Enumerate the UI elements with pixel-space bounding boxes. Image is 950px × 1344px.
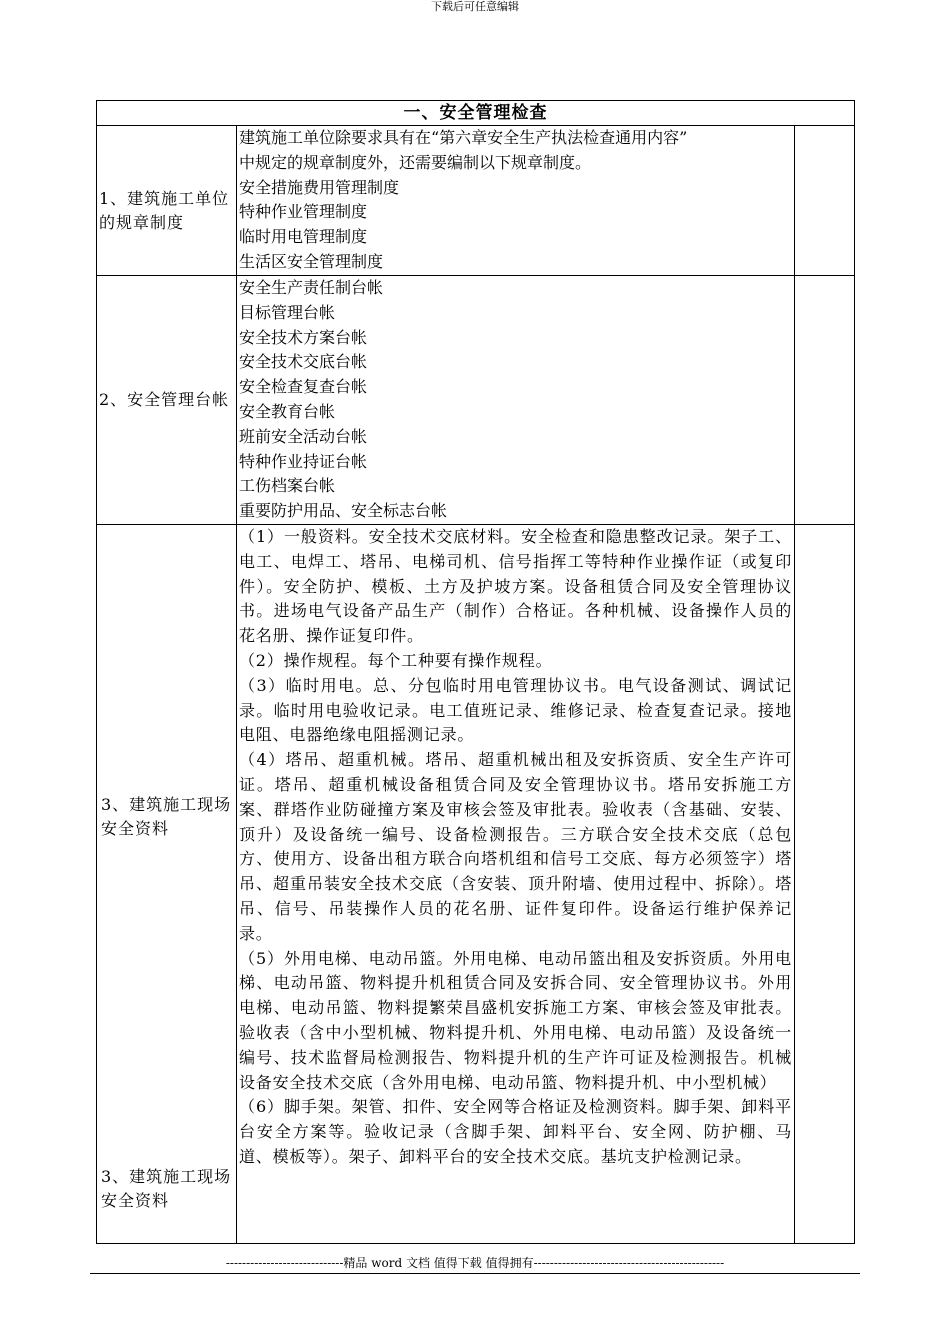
page-footer: -----------------------------精品 word 文档 值得下载 值得拥有-----------------------------------------------	[225, 1256, 725, 1270]
table-row	[97, 524, 855, 1243]
remarks-cell	[795, 276, 855, 525]
content-paragraph: （3）临时用电。总、分包临时用电管理协议书。电气设备测试、调试记录。临时用电验收记录。电工值班记录、维修记录、检查复查记录。接地电阻、电器绝缘电阻摇测记录。	[239, 675, 792, 745]
content-line: 安全生产责任制台帐	[239, 278, 384, 297]
remarks-cell	[795, 126, 855, 276]
table-row	[97, 126, 855, 276]
content-line: 安全教育台帐	[239, 401, 336, 421]
content-line: 临时用电管理制度	[239, 227, 368, 247]
content-line: 特种作业管理制度	[239, 202, 368, 222]
row-content	[237, 524, 795, 1243]
content-paragraph: （5）外用电梯、电动吊篮。外用电梯、电动吊篮出租及安拆资质。外用电梯、电动吊篮、物料提升机租赁合同及安拆合同、安全管理协议书。外用电梯、电动吊篮、物料提繁荣昌盛机安拆施工方案、审核会签及审批表。验收表（含中小型机械、物料提升机、外用电梯、电动吊篮）及设备统一编号、技术监督局检测报告、物料提升机的生产许可证及检测报告。机械设备安全技术交底（含外用电梯、电动吊篮、物料提升机、中小型机械）	[239, 948, 792, 1092]
row-content	[237, 276, 795, 525]
section-title: 一、安全管理检查	[97, 101, 855, 126]
content-line: 生活区安全管理制度	[239, 251, 384, 271]
row-content	[237, 126, 795, 276]
content-line: 安全措施费用管理制度	[239, 177, 400, 197]
safety-check-table	[96, 100, 855, 1244]
footer-divider	[90, 1273, 860, 1274]
content-line: 目标管理台帐	[239, 302, 336, 322]
content-line: 特种作业持证台帐	[239, 451, 368, 471]
content-paragraph: （6）脚手架。架管、扣件、安全网等合格证及检测资料。脚手架、卸料平台安全方案等。验收记录（含脚手架、卸料平台、安全网、防护棚、马道、模板等）。架子、卸料平台的安全技术交底。基坑支护检测记录。	[239, 1097, 792, 1166]
content-line: 安全检查复查台帐	[239, 377, 368, 397]
content-line: 班前安全活动台帐	[239, 426, 368, 446]
content-line: 工伤档案台帐	[239, 476, 336, 496]
content-line: 安全技术交底台帐	[239, 352, 368, 372]
row-label-cell	[97, 524, 237, 1243]
content-paragraph: （4）塔吊、超重机械。塔吊、超重机械出租及安拆资质、安全生产许可证。塔吊、超重机械设备租赁合同及安全管理协议书。塔吊安拆施工方案、群塔作业防碰撞方案及审核会签及审批表。验收表（含基础、安装、顶升）及设备统一编号、设备检测报告。三方联合安全技术交底（总包方、使用方、设备出租方联合向塔机组和信号工交底、每方必须签字）塔吊、超重吊装安全技术交底（含安装、顶升附墙、使用过程中、拆除）。塔吊、信号、吊装操作人员的花名册、证件复印件。设备运行维护保养记录。	[239, 750, 792, 943]
remarks-cell	[795, 524, 855, 1243]
content-line: 建筑施工单位除要求具有在“第六章安全生产执法检查通用内容”	[239, 128, 688, 147]
content-paragraph: （2）操作规程。每个工种要有操作规程。	[239, 650, 553, 670]
row-label: 1、建筑施工单位的规章制度	[97, 126, 237, 276]
row-label: 2、安全管理台帐	[97, 276, 237, 525]
content-line: 重要防护用品、安全标志台帐	[239, 501, 448, 521]
content-line: 中规定的规章制度外，还需要编制以下规章制度。	[239, 152, 592, 172]
content-line: 安全技术方案台帐	[239, 327, 368, 347]
table-row	[97, 276, 855, 525]
table-title-row	[97, 101, 855, 126]
row-label-repeat: 3、建筑施工现场安全资料	[101, 1166, 232, 1210]
page-header: 下载后可任意编辑	[431, 0, 519, 13]
row-label: 3、建筑施工现场安全资料	[101, 794, 232, 838]
content-paragraph: （1）一般资料。安全技术交底材料。安全检查和隐患整改记录。架子工、电工、电焊工、塔吊、电梯司机、信号指挥工等特种作业操作证（或复印件）。安全防护、模板、土方及护坡方案。设备租赁合同及安全管理协议书。进场电气设备产品生产（制作）合格证。各种机械、设备操作人员的花名册、操作证复印件。	[239, 526, 792, 646]
